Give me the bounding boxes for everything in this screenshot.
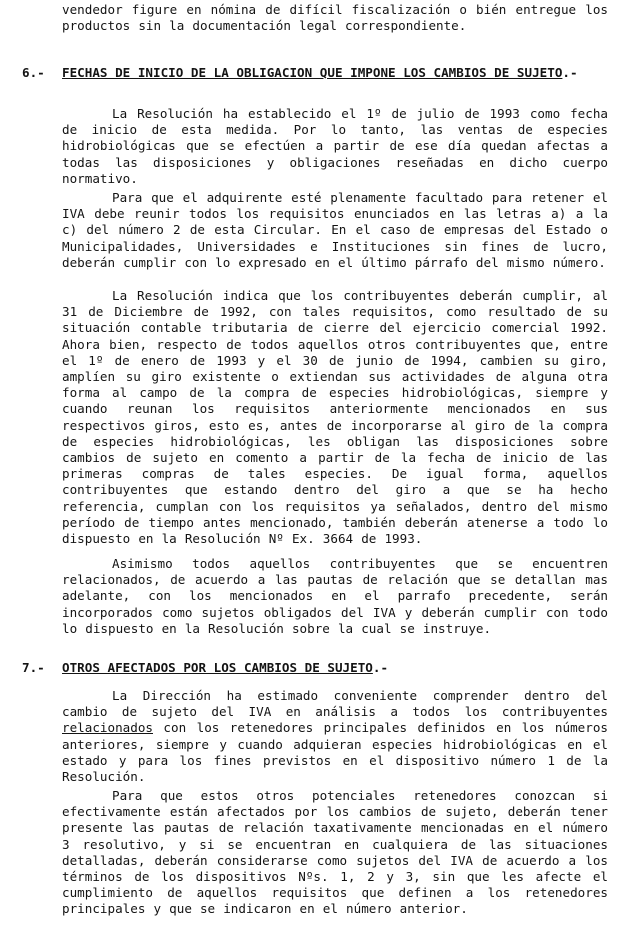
underlined-word: relacionados: [62, 720, 153, 736]
section-7-title: OTROS AFECTADOS POR LOS CAMBIOS DE SUJETO.-: [62, 660, 389, 675]
section-7-paragraph-2: Para que estos otros potenciales retenedores conozcan si efectivamente están afectados por los cambios de sujeto, deberán tener presente las pautas de relación taxativamente mencionadas en el número 3 resolutivo, y si se encuentran en cualquiera de las situaciones detalladas, deberán considerarse como sujetos del IVA de acuerdo a los términos de los dispositivos Nºs. 1, 2 y 3, sin que les afecte el cumplimiento de aquellos requisitos que definen a los retenedores principales y que se indicaron en el número anterior.: [62, 788, 608, 917]
section-6-paragraph-1: La Resolución ha establecido el 1º de julio de 1993 como fecha de inicio de esta medida. Por lo tanto, las ventas de especies hidrobiológicas que se efectúen a partir de ese día quedan afectas a todas las disposiciones y obligaciones reseñadas en dicho cuerpo normativo.: [62, 106, 608, 186]
section-6-paragraph-2: Para que el adquirente esté plenamente facultado para retener el IVA debe reunir todos los requisitos enunciados en las letras a) a la c) del número 2 de esta Circular. En el caso de empresas del Estado o Municipalidades, Universidades e Instituciones sin fines de lucro, deberán cumplir con lo expresado en el último párrafo del mismo número.: [62, 190, 608, 270]
section-6-paragraph-3: La Resolución indica que los contribuyentes deberán cumplir, al 31 de Diciembre de 1992, con tales requisitos, como resultado de su situación contable tributaria de cierre del ejercicio comercial 1992. Ahora bien, respecto de todos aquellos otros contribuyentes que, entre el 1º de enero de 1993 y el 30 de junio de 1994, cambien su giro, amplíen su giro existente o extiendan sus actividades de alguna otra forma al campo de la compra de especies hidrobiológicas, siempre y cuando reunan los requisitos anteriormente mencionados en sus respectivos giros, esto es, antes de incorporarse al giro de la compra de especies hidrobiológicas, les obligan las disposiciones sobre cambios de sujeto en comento a partir de la fecha de inicio de las primeras compras de tales especies. De igual forma, aquellos contribuyentes que estando dentro del giro a que se ha hecho referencia, cumplan con los requisitos ya señalados, dentro del mismo período de tiempo antes mencionado, también deberán atenerse a todo lo dispuesto en la Resolución Nº Ex. 3664 de 1993.: [62, 288, 608, 547]
continuation-paragraph: vendedor figure en nómina de difícil fiscalización o bién entregue los productos sin la documentación legal correspondiente.: [62, 2, 608, 34]
section-7-number: 7.-: [22, 660, 45, 675]
section-6-title: FECHAS DE INICIO DE LA OBLIGACION QUE IMPONE LOS CAMBIOS DE SUJETO.-: [62, 65, 578, 80]
section-6-paragraph-4: Asimismo todos aquellos contribuyentes que se encuentren relacionados, de acuerdo a las pautas de relación que se detallan mas adelante, con los mencionados en el parrafo precedente, serán incorporados como sujetos obligados del IVA y deberán cumplir con todo lo dispuesto en la Resolución sobre la cual se instruye.: [62, 556, 608, 636]
section-7-paragraph-1: La Dirección ha estimado conveniente comprender dentro del cambio de sujeto del IVA en análisis a todos los contribuyentes relacionados con los retenedores principales definidos en los números anteriores, siempre y cuando adquieran especies hidrobiológicas en el estado y para los fines previstos en el dispositivo número 1 de la Resolución.: [62, 688, 608, 785]
section-6-number: 6.-: [22, 65, 45, 80]
